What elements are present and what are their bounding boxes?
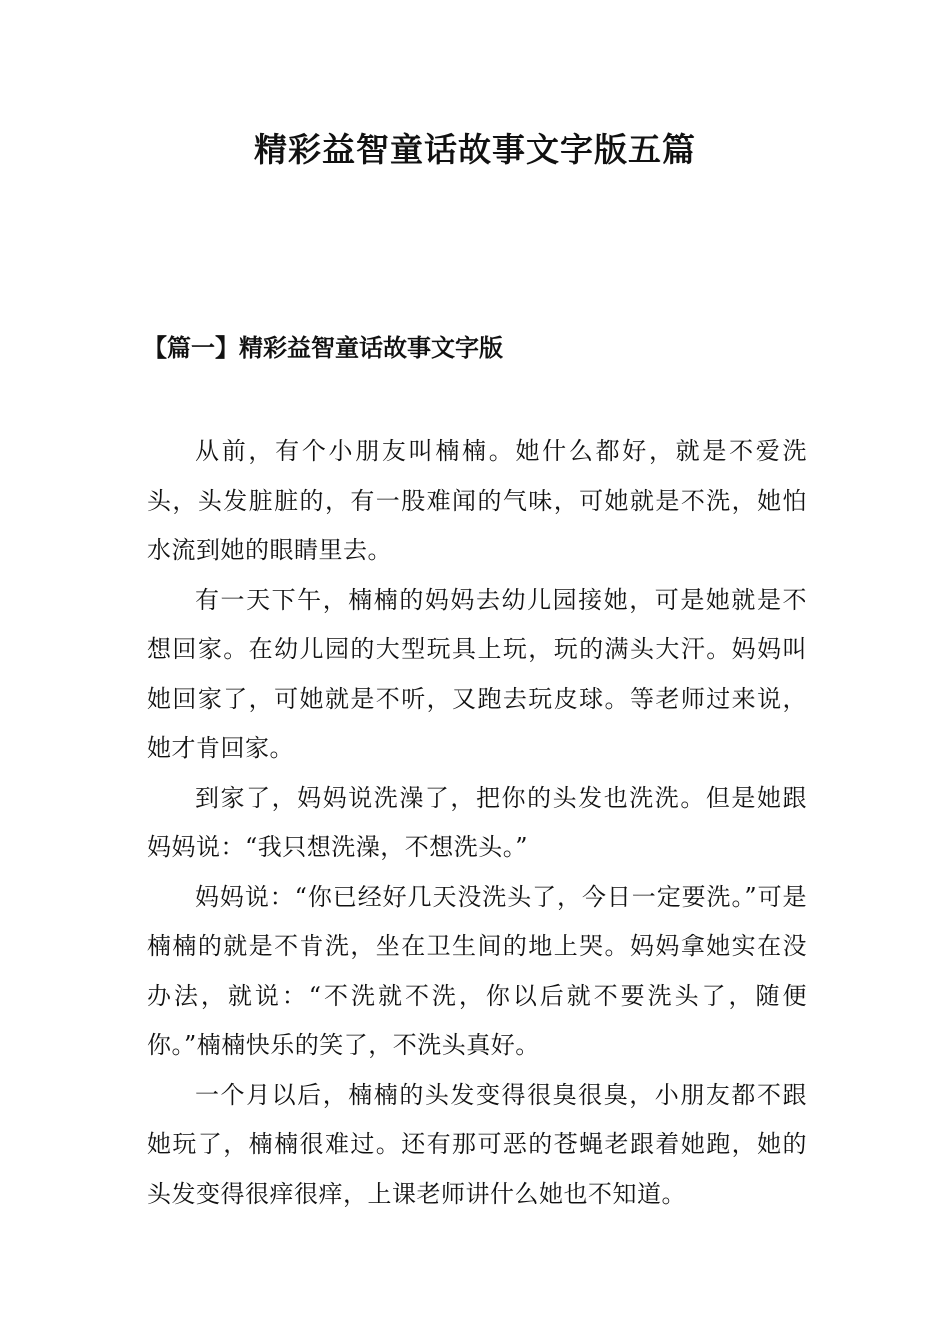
story-body: [147, 427, 807, 1219]
paragraph: 有一天下午，楠楠的妈妈去幼儿园接她，可是她就是不想回家。在幼儿园的大型玩具上玩，玩的满头大汗。妈妈叫她回家了，可她就是不听，又跑去玩皮球。等老师过来说，她才肯回家。: [147, 585, 807, 762]
paragraph: 一个月以后，楠楠的头发变得很臭很臭，小朋友都不跟她玩了，楠楠很难过。还有那可恶的苍蝇老跟着她跑，她的头发变得很痒很痒，上课老师讲什么她也不知道。: [147, 1080, 807, 1208]
document-title: 精彩益智童话故事文字版五篇: [254, 130, 696, 169]
paragraph: 到家了，妈妈说洗澡了，把你的头发也洗洗。但是她跟妈妈说：“我只想洗澡，不想洗头。”: [147, 783, 807, 861]
paragraph: 从前，有个小朋友叫楠楠。她什么都好，就是不爱洗头，头发脏脏的，有一股难闻的气味，可她就是不洗，她怕水流到她的眼睛里去。: [147, 437, 807, 564]
paragraph: 妈妈说：“你已经好几天没洗头了，今日一定要洗。”可是楠楠的就是不肯洗，坐在卫生间的地上哭。妈妈拿她实在没办法，就说：“不洗就不洗，你以后就不要洗头了，随便你。”楠楠快乐的笑了，不洗头真好。: [147, 882, 807, 1059]
section-heading: 【篇一】精彩益智童话故事文字版: [143, 333, 503, 362]
